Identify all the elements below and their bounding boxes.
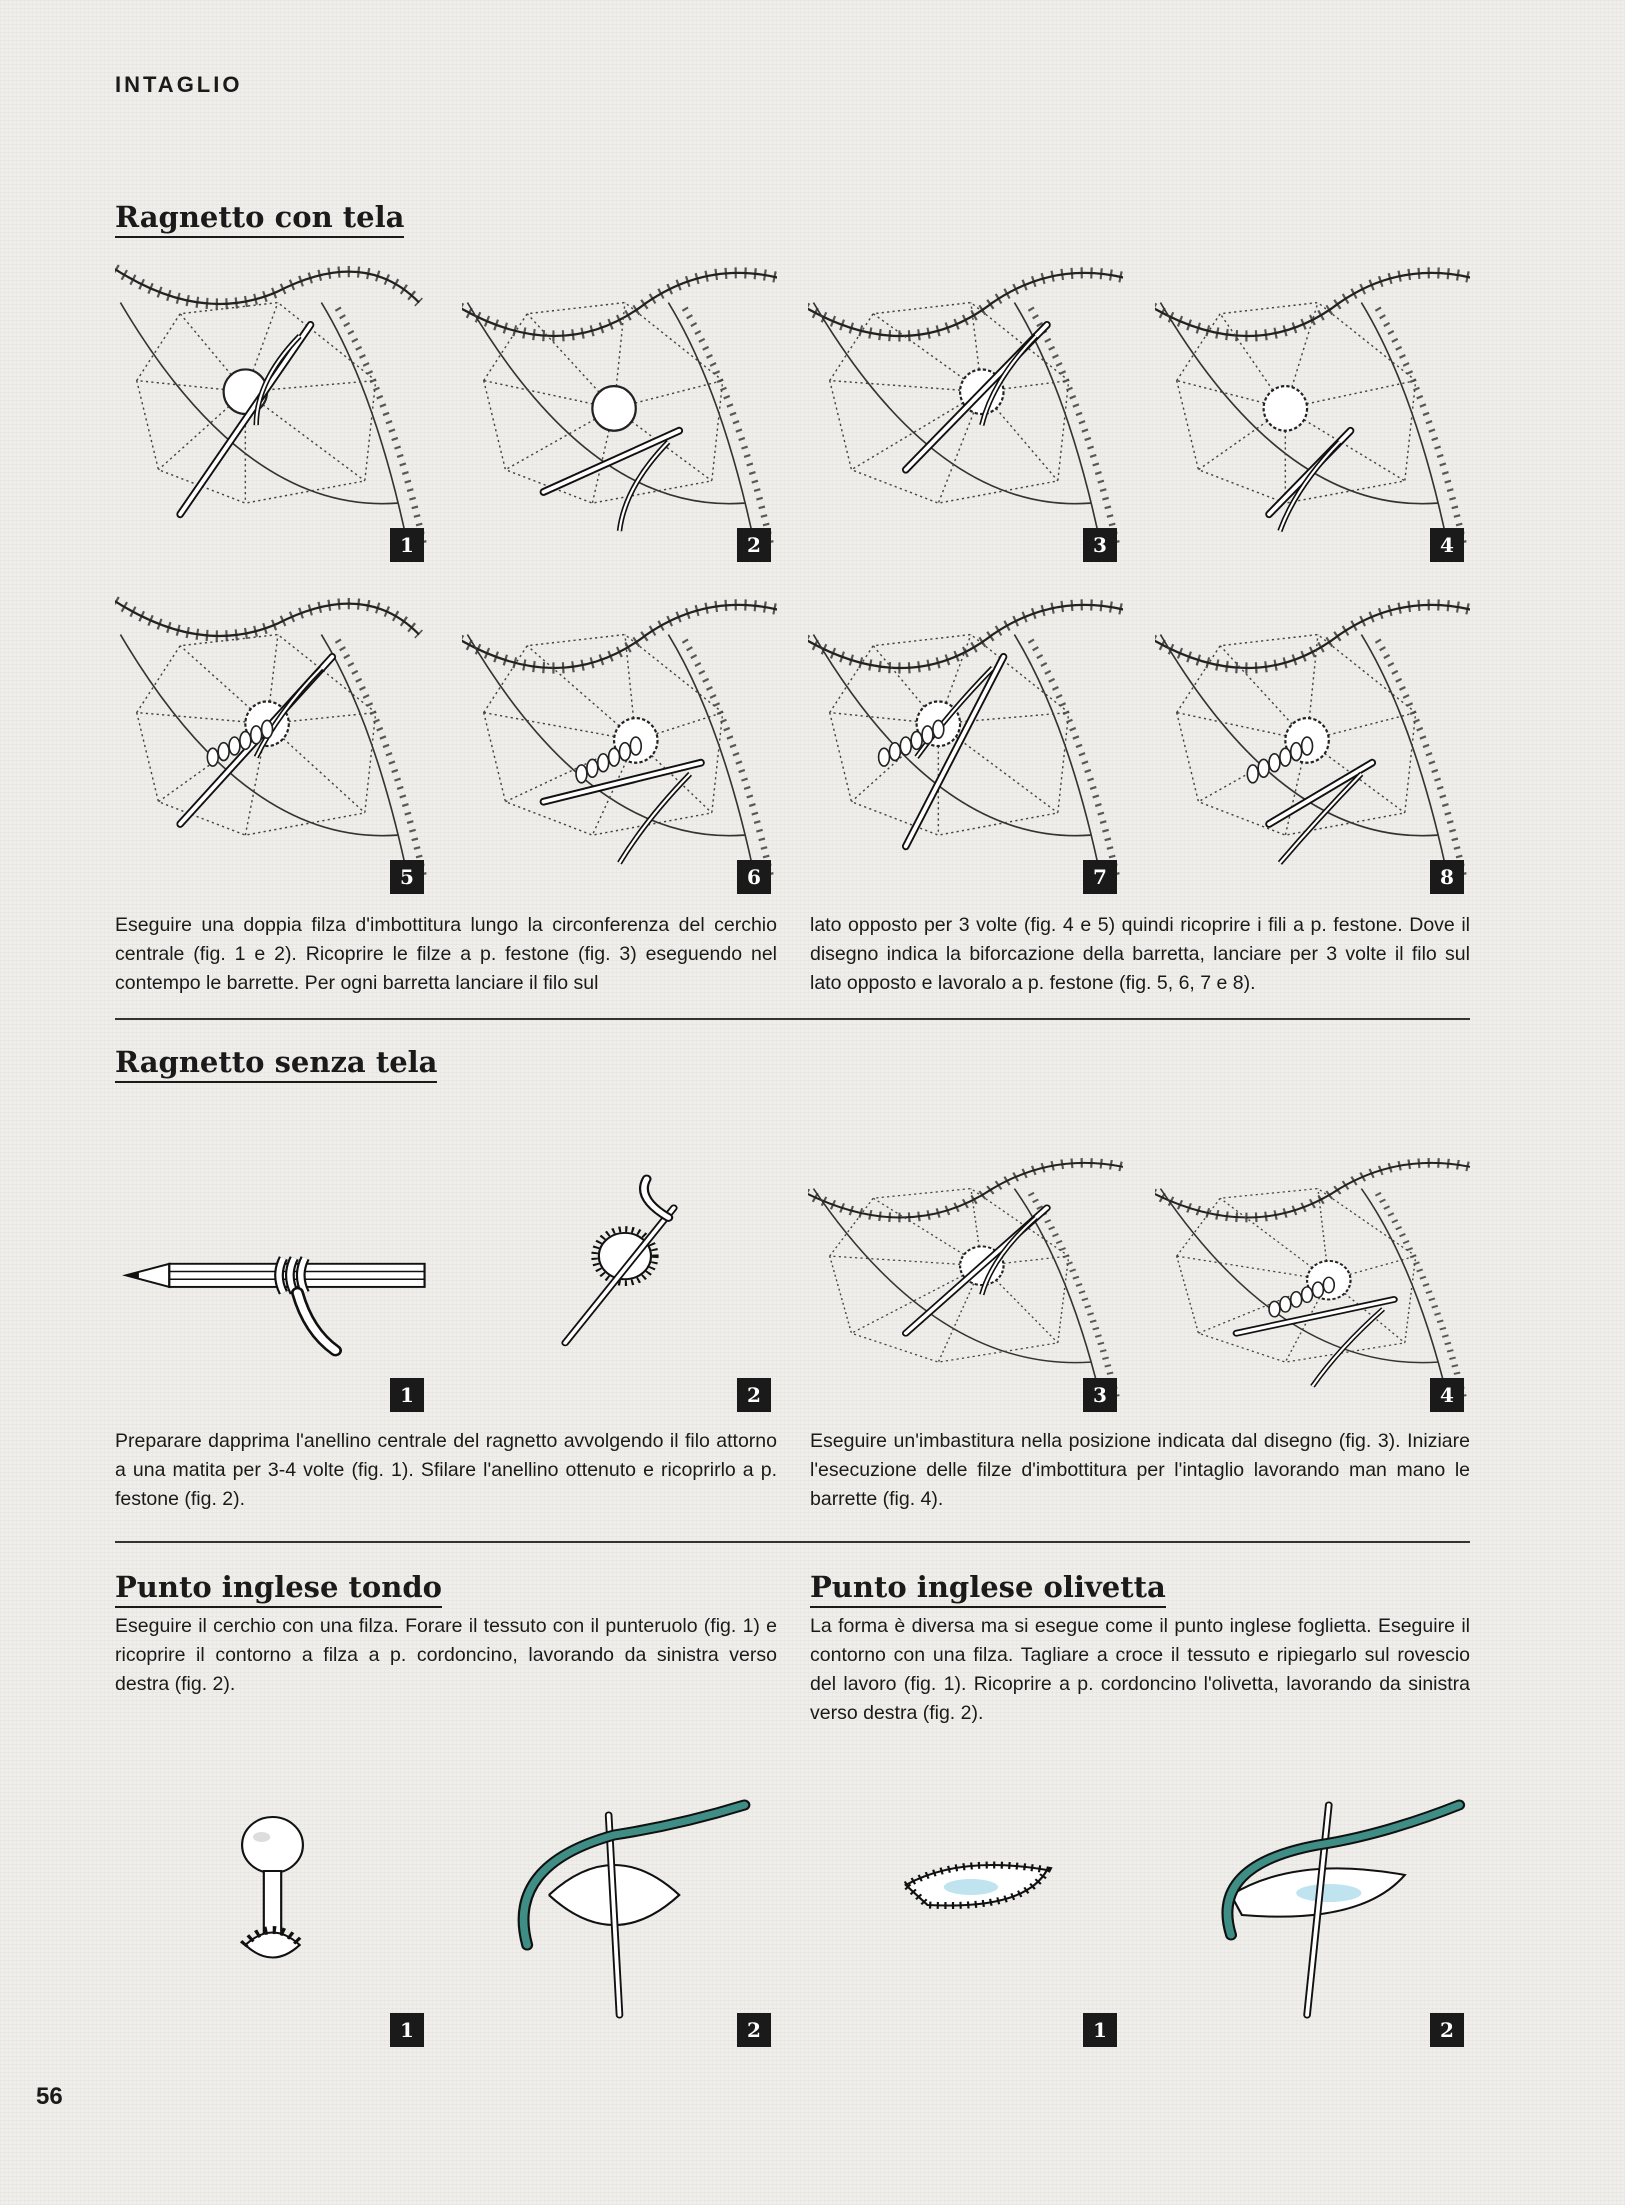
ragnetto-con-tela-illustration-1 — [115, 258, 430, 570]
ragnetto-con-tela-figure-6 — [462, 590, 777, 902]
ragnetto-senza-tela-figure-4 — [1155, 1150, 1470, 1420]
section-title-ragnetto-con-tela: Ragnetto con tela — [115, 200, 404, 238]
ragnetto-con-tela-figure-8 — [1155, 590, 1470, 902]
ragnetto-con-tela-figure-number: 4 — [1430, 528, 1464, 562]
ragnetto-senza-tela-illustration-4 — [1155, 1150, 1470, 1420]
ragnetto-con-tela-illustration-8 — [1155, 590, 1470, 902]
ragnetto-con-tela-figure-number: 5 — [390, 860, 424, 894]
punto-inglese-olivetta-figure-number: 1 — [1083, 2013, 1117, 2047]
ragnetto-con-tela-figure-3 — [808, 258, 1123, 570]
ragnetto-senza-tela-illustration-2 — [462, 1150, 777, 1420]
ragnetto-con-tela-figure-5 — [115, 590, 430, 902]
section-label: INTAGLIO — [115, 72, 243, 97]
ragnetto-senza-tela-illustration-1 — [115, 1150, 430, 1420]
ragnetto-con-tela-figure-number: 3 — [1083, 528, 1117, 562]
divider — [115, 1541, 1470, 1543]
punto-inglese-olivetta-text: La forma è diversa ma si esegue come il punto inglese foglietta. Eseguire il contorno con una filza. Tagliare a croce il tessuto e ripiegarlo sul rovescio del lavoro (fig. 1). Ricoprire a p. cordoncino l'olivetta, lavorando da sinistra verso destra (fig. 2). — [810, 1615, 1470, 1724]
punto-inglese-tondo-figure-2 — [462, 1775, 777, 2055]
ragnetto-senza-tela-figure-number: 2 — [737, 1378, 771, 1412]
ragnetto-con-tela-illustration-7 — [808, 590, 1123, 902]
ragnetto-senza-tela-figure-1 — [115, 1150, 430, 1420]
ragnetto-senza-tela-text-left: Preparare dapprima l'anellino centrale del ragnetto avvolgendo il filo attorno a una matita per 3-4 volte (fig. 1). Sfilare l'anellino ottenuto e ricoprirlo a p. festone (fig. 2). — [115, 1430, 777, 1510]
punto-inglese-tondo-illustration-1 — [115, 1775, 430, 2055]
ragnetto-con-tela-figure-1 — [115, 258, 430, 570]
divider — [115, 1018, 1470, 1020]
punto-inglese-tondo-figure-1 — [115, 1775, 430, 2055]
ragnetto-con-tela-illustration-5 — [115, 590, 430, 902]
ragnetto-con-tela-illustration-2 — [462, 258, 777, 570]
ragnetto-senza-tela-figure-number: 1 — [390, 1378, 424, 1412]
page-number: 56 — [36, 2083, 63, 2110]
punto-inglese-olivetta-illustration-1 — [808, 1775, 1123, 2055]
ragnetto-senza-tela-figure-number: 3 — [1083, 1378, 1117, 1412]
punto-inglese-olivetta-illustration-2 — [1155, 1775, 1470, 2055]
ragnetto-con-tela-illustration-4 — [1155, 258, 1470, 570]
ragnetto-con-tela-figure-number: 8 — [1430, 860, 1464, 894]
ragnetto-senza-tela-figure-2 — [462, 1150, 777, 1420]
section-title-punto-inglese-tondo: Punto inglese tondo — [115, 1570, 442, 1608]
ragnetto-con-tela-figure-7 — [808, 590, 1123, 902]
ragnetto-con-tela-figure-number: 2 — [737, 528, 771, 562]
ragnetto-con-tela-figure-number: 6 — [737, 860, 771, 894]
ragnetto-con-tela-text-left: Eseguire una doppia filza d'imbottitura lungo la circonferenza del cerchio centrale (fig. 1 e 2). Ricoprire le filze a p. festone (fig. 3) eseguendo nel contempo le barrette. Per ogni barretta lanciare il filo sul — [115, 914, 777, 994]
ragnetto-con-tela-figure-2 — [462, 258, 777, 570]
section-title-ragnetto-senza-tela: Ragnetto senza tela — [115, 1045, 437, 1083]
ragnetto-con-tela-text-right: lato opposto per 3 volte (fig. 4 e 5) quindi ricoprire i fili a p. festone. Dove il disegno indica la biforcazione della barretta, lanciare per 3 volte il filo sul lato opposto e lavoralo a p. festone (fig. 5, 6, 7 e 8). — [810, 914, 1470, 994]
punto-inglese-olivetta-figure-1 — [808, 1775, 1123, 2055]
ragnetto-con-tela-illustration-6 — [462, 590, 777, 902]
ragnetto-con-tela-figure-number: 1 — [390, 528, 424, 562]
ragnetto-senza-tela-text-right: Eseguire un'imbastitura nella posizione indicata dal disegno (fig. 3). Iniziare l'esecuzione delle filze d'imbottitura per l'intaglio lavorando man mano le barrette (fig. 4). — [810, 1430, 1470, 1510]
punto-inglese-tondo-text: Eseguire il cerchio con una filza. Forare il tessuto con il punteruolo (fig. 1) e ricoprire il contorno a filza a p. cordoncino, lavorando da sinistra verso destra (fig. 2). — [115, 1615, 777, 1695]
ragnetto-con-tela-illustration-3 — [808, 258, 1123, 570]
punto-inglese-tondo-illustration-2 — [462, 1775, 777, 2055]
punto-inglese-tondo-figure-number: 1 — [390, 2013, 424, 2047]
ragnetto-con-tela-figure-4 — [1155, 258, 1470, 570]
punto-inglese-olivetta-figure-2 — [1155, 1775, 1470, 2055]
ragnetto-senza-tela-figure-number: 4 — [1430, 1378, 1464, 1412]
punto-inglese-tondo-figure-number: 2 — [737, 2013, 771, 2047]
ragnetto-senza-tela-figure-3 — [808, 1150, 1123, 1420]
punto-inglese-olivetta-figure-number: 2 — [1430, 2013, 1464, 2047]
ragnetto-con-tela-figure-number: 7 — [1083, 860, 1117, 894]
ragnetto-senza-tela-illustration-3 — [808, 1150, 1123, 1420]
section-title-punto-inglese-olivetta: Punto inglese olivetta — [810, 1570, 1166, 1608]
